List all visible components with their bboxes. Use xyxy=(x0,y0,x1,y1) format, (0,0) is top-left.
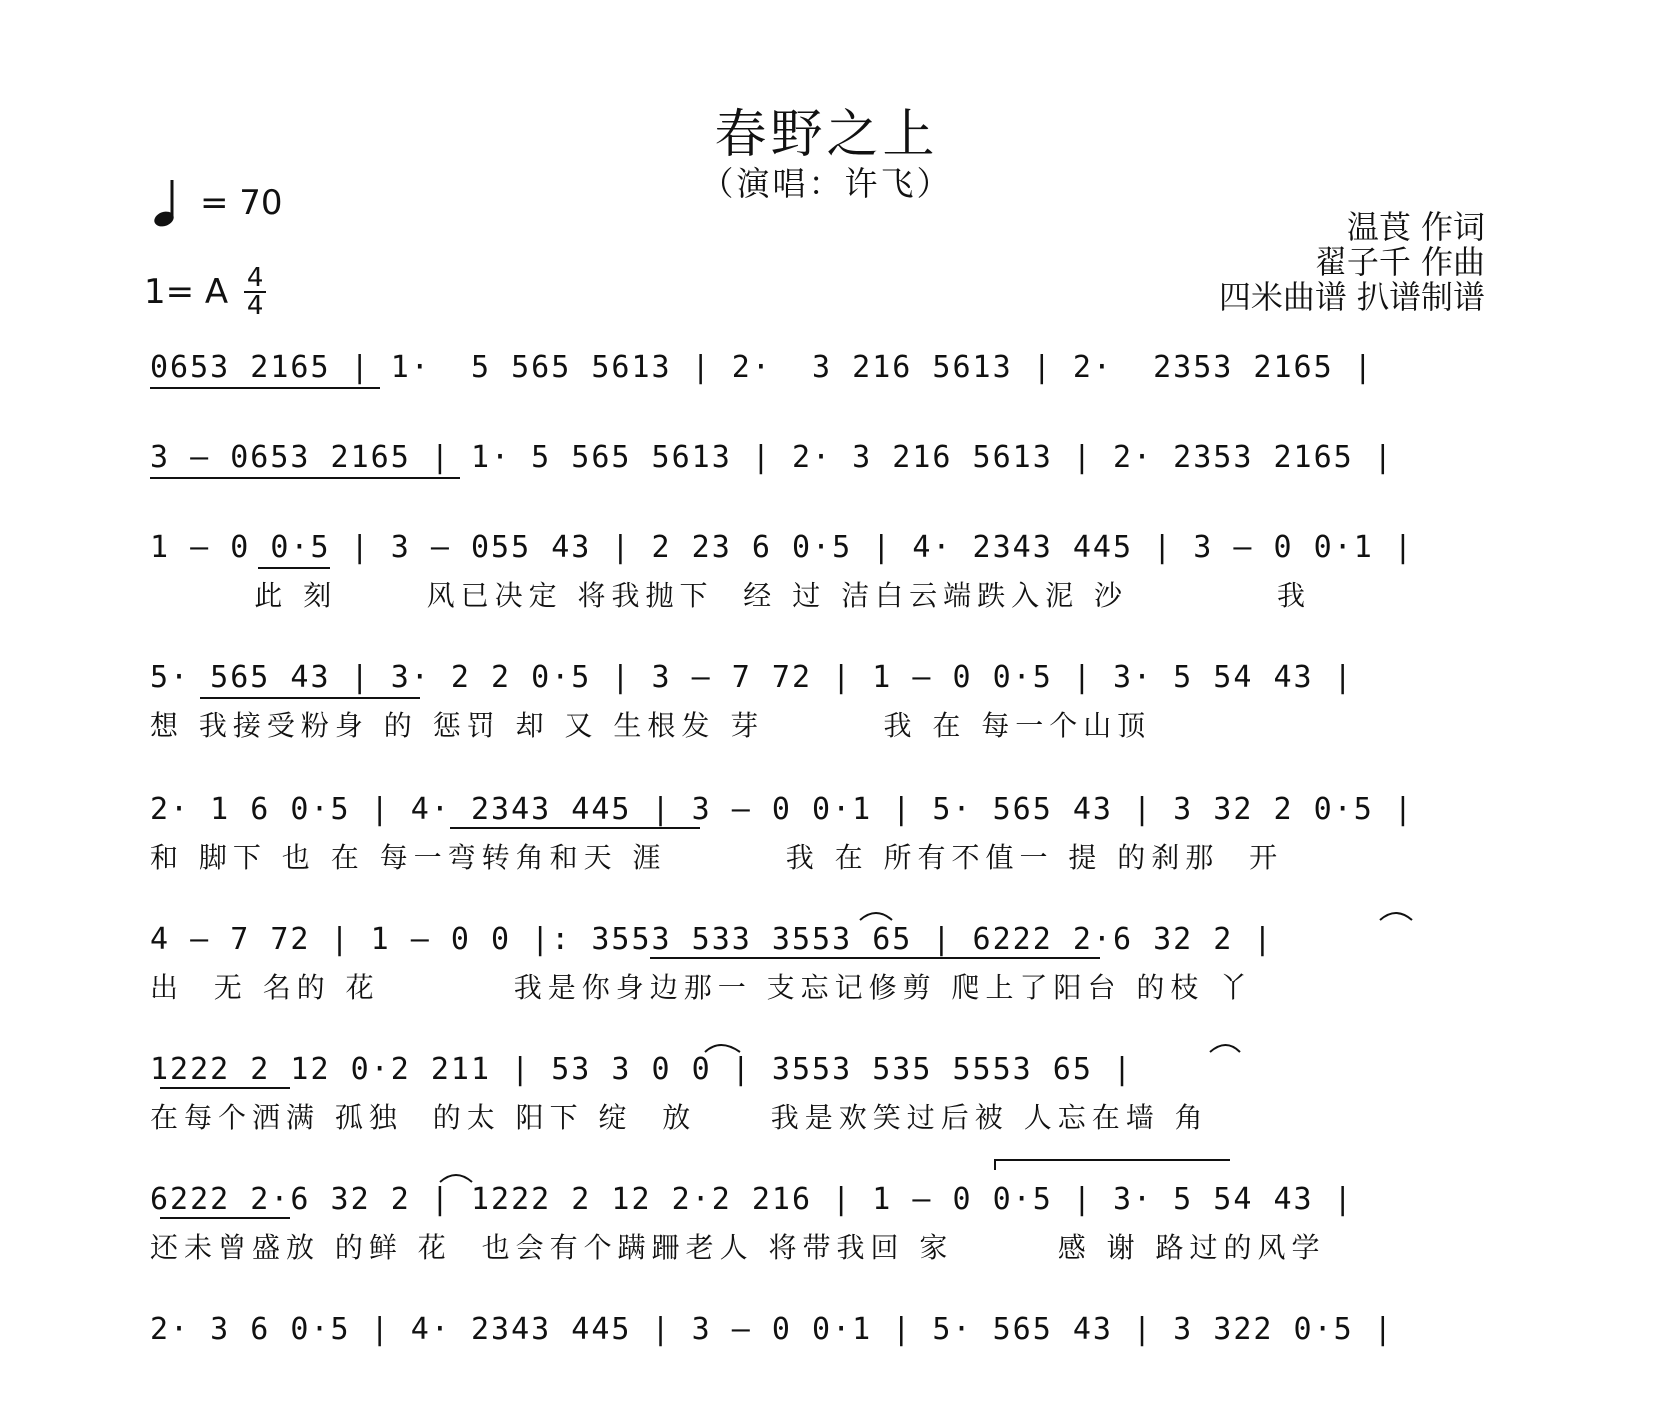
tempo-value: = 70 xyxy=(200,183,283,223)
staff-line-4 xyxy=(150,660,1528,770)
composer-credit: 翟子千 作曲 xyxy=(1314,243,1485,281)
time-sig-top: 4 xyxy=(246,263,264,293)
notes: 2· 1 6 0·5 | 4· 2343 445 | 3 — 0 0·1 | 5· 565 43 | 3 32 2 0·5 | xyxy=(150,792,1414,827)
quarter-note-icon xyxy=(150,178,186,228)
lyrics: 和 脚下 也 在 每一弯转角和天 涯 我 在 所有不值一 提 的刹那 开 xyxy=(150,841,1284,874)
lyrics: 出 无 名的 花 我是你身边那一 支忘记修剪 爬上了阳台 的枝 丫 xyxy=(150,971,1254,1004)
time-signature xyxy=(244,263,266,321)
page-title: 春野之上 xyxy=(714,105,939,165)
key-signature xyxy=(144,263,266,321)
lyrics: 还未曾盛放 的鲜 花 也会有个蹒跚老人 将带我回 家 感 谢 路过的风学 xyxy=(150,1231,1326,1264)
page-subtitle: （演唱：许飞） xyxy=(700,164,953,203)
notes: 5· 565 43 | 3· 2 2 0·5 | 3 — 7 72 | 1 — 0 0·5 | 3· 5 54 43 | xyxy=(150,660,1354,695)
notes: 1 — 0 0·5 | 3 — 055 43 | 2 23 6 0·5 | 4· 2343 445 | 3 — 0 0·1 | xyxy=(150,530,1414,565)
staff-line-9 xyxy=(150,1312,1528,1422)
transcriber-credit: 四米曲谱 扒谱制谱 xyxy=(1218,278,1485,316)
lyricist-credit: 温莨 作词 xyxy=(1346,208,1485,246)
lyrics: 想 我接受粉身 的 惩罚 却 又 生根发 芽 我 在 每一个山顶 xyxy=(150,709,1152,742)
lyrics: 此 刻 风已决定 将我抛下 经 过 洁白云端跌入泥 沙 我 xyxy=(150,579,1312,612)
lyrics: 在每个洒满 孤独 的太 阳下 绽 放 我是欢笑过后被 人忘在墙 角 xyxy=(150,1101,1209,1134)
staff-line-5 xyxy=(150,792,1528,902)
notes: 0653 2165 | 1· 5 565 5613 | 2· 3 216 5613 | 2· 2353 2165 | xyxy=(150,350,1374,385)
staff-line-3 xyxy=(150,530,1528,640)
notes: 4 — 7 72 | 1 — 0 0 |: 3553 533 3553 65 | 6222 2·6 32 2 | xyxy=(150,922,1274,957)
notes: 3 — 0653 2165 | 1· 5 565 5613 | 2· 3 216 5613 | 2· 2353 2165 | xyxy=(150,440,1394,475)
credits xyxy=(1219,210,1485,315)
notes: 6222 2·6 32 2 | 1222 2 12 2·2 216 | 1 — 0 0·5 | 3· 5 54 43 | xyxy=(150,1182,1354,1217)
notes: 2· 3 6 0·5 | 4· 2343 445 | 3 — 0 0·1 | 5· 565 43 | 3 322 0·5 | xyxy=(150,1312,1394,1347)
staff-line-8 xyxy=(150,1182,1528,1292)
time-sig-bottom: 4 xyxy=(246,291,264,321)
staff-line-6 xyxy=(150,922,1528,1032)
staff-line-7 xyxy=(150,1052,1528,1162)
notes: 1222 2 12 0·2 211 | 53 3 0 0 | 3553 535 5553 65 | xyxy=(150,1052,1134,1087)
tempo-marking xyxy=(150,178,283,228)
key-label: 1= A xyxy=(144,272,229,312)
